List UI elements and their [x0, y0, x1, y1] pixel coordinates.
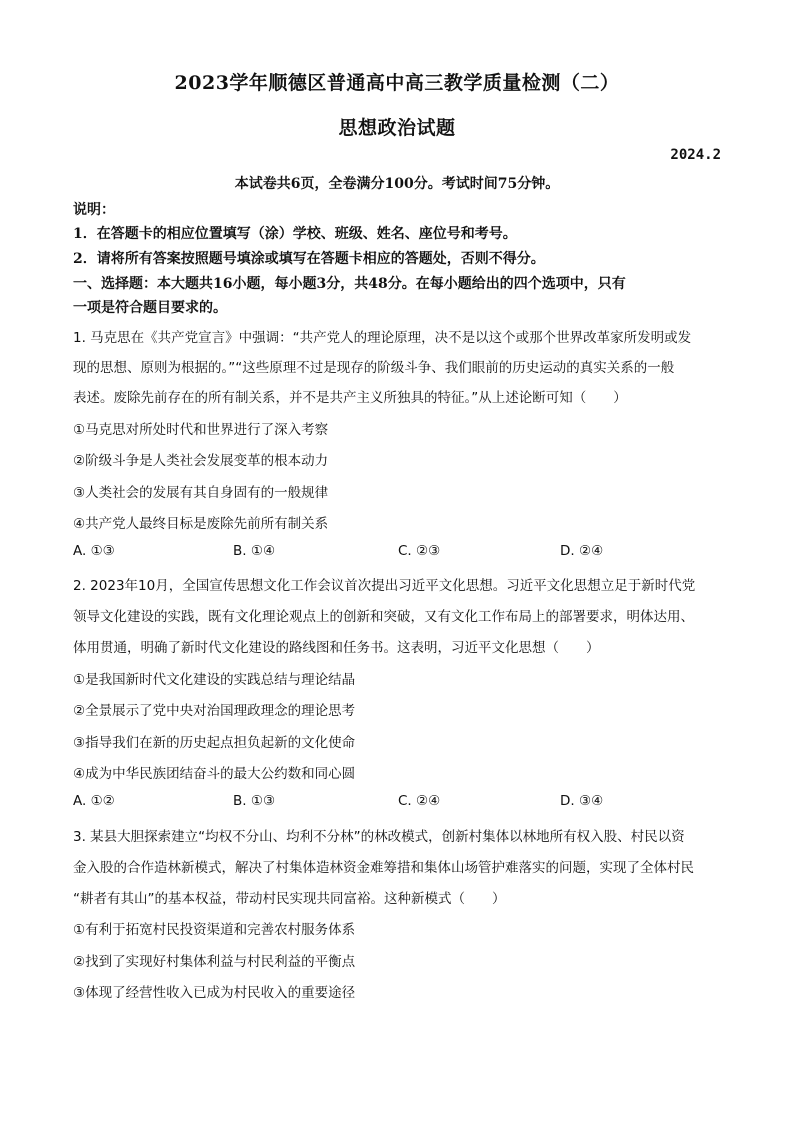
- section-heading: 一、选择题：本大题共16小题，每小题3分，共48分。在每小题给出的四个选项中，只有: [73, 276, 626, 292]
- statement: ②找到了实现好村集体利益与村民利益的平衡点: [73, 954, 356, 970]
- statement: ①马克思对所处时代和世界进行了深入考察: [73, 422, 329, 438]
- exam-info: 本试卷共6页，全卷满分100分。考试时间75分钟。: [234, 176, 560, 192]
- statement: ②全景展示了党中央对治国理政理念的理论思考: [73, 703, 356, 719]
- question-3-text: “耕者有其山”的基本权益，带动村民实现共同富裕。这种新模式（ ）: [73, 891, 506, 907]
- exam-title: 2023学年顺德区普通高中高三教学质量检测（二）: [174, 72, 620, 94]
- option-d[interactable]: D. ②④: [560, 543, 604, 559]
- statement: ③人类社会的发展有其自身固有的一般规律: [73, 485, 329, 501]
- option-b[interactable]: B. ①③: [233, 793, 276, 809]
- option-c[interactable]: C. ②③: [398, 543, 441, 559]
- question-3-text: 3. 某县大胆探索建立“均权不分山、均利不分林”的林改模式，创新村集体以林地所有权入股、村民以资: [73, 829, 685, 845]
- statement: ①是我国新时代文化建设的实践总结与理论结晶: [73, 672, 356, 688]
- question-1-text: 1. 马克思在《共产党宣言》中强调：“共产党人的理论原理，决不是以这个或那个世界改革家所发明或发: [73, 330, 692, 346]
- question-2-text: 体用贯通，明确了新时代文化建设的路线图和任务书。这表明，习近平文化思想（ ）: [73, 640, 600, 656]
- option-a[interactable]: A. ①②: [73, 793, 115, 809]
- instruction-item: 2．请将所有答案按照题号填涂或填写在答题卡相应的答题处，否则不得分。: [73, 251, 545, 267]
- instruction-item: 1．在答题卡的相应位置填写（涂）学校、班级、姓名、座位号和考号。: [73, 226, 517, 242]
- question-2-text: 领导文化建设的实践，既有文化理论观点上的创新和突破，又有文化工作布局上的部署要求，明体达用、: [73, 609, 694, 625]
- option-d[interactable]: D. ③④: [560, 793, 604, 809]
- section-heading: 一项是符合题目要求的。: [73, 300, 227, 316]
- instructions-label: 说明：: [73, 202, 115, 218]
- statement: ①有利于拓宽村民投资渠道和完善农村服务体系: [73, 922, 356, 938]
- question-1-text: 表述。废除先前存在的所有制关系，并不是共产主义所独具的特征。”从上述论断可知（ ）: [73, 390, 627, 406]
- statement: ②阶级斗争是人类社会发展变革的根本动力: [73, 453, 329, 469]
- question-3-text: 金入股的合作造林新模式，解决了村集体造林资金难筹措和集体山场管护难落实的问题，实现了全体村民: [73, 860, 694, 876]
- option-a[interactable]: A. ①③: [73, 543, 115, 559]
- question-2-text: 2. 2023年10月，全国宣传思想文化工作会议首次提出习近平文化思想。习近平文化思想立足于新时代党: [73, 578, 696, 594]
- statement: ③体现了经营性收入已成为村民收入的重要途径: [73, 985, 356, 1001]
- statement: ③指导我们在新的历史起点担负起新的文化使命: [73, 735, 356, 751]
- exam-subject: 思想政治试题: [338, 117, 456, 139]
- option-c[interactable]: C. ②④: [398, 793, 441, 809]
- exam-date: 2024.2: [670, 147, 721, 163]
- statement: ④成为中华民族团结奋斗的最大公约数和同心圆: [73, 766, 356, 782]
- statement: ④共产党人最终目标是废除先前所有制关系: [73, 516, 329, 532]
- question-1-text: 现的思想、原则为根据的。”“这些原理不过是现存的阶级斗争、我们眼前的历史运动的真实关系的一般: [73, 360, 675, 376]
- option-b[interactable]: B. ①④: [233, 543, 276, 559]
